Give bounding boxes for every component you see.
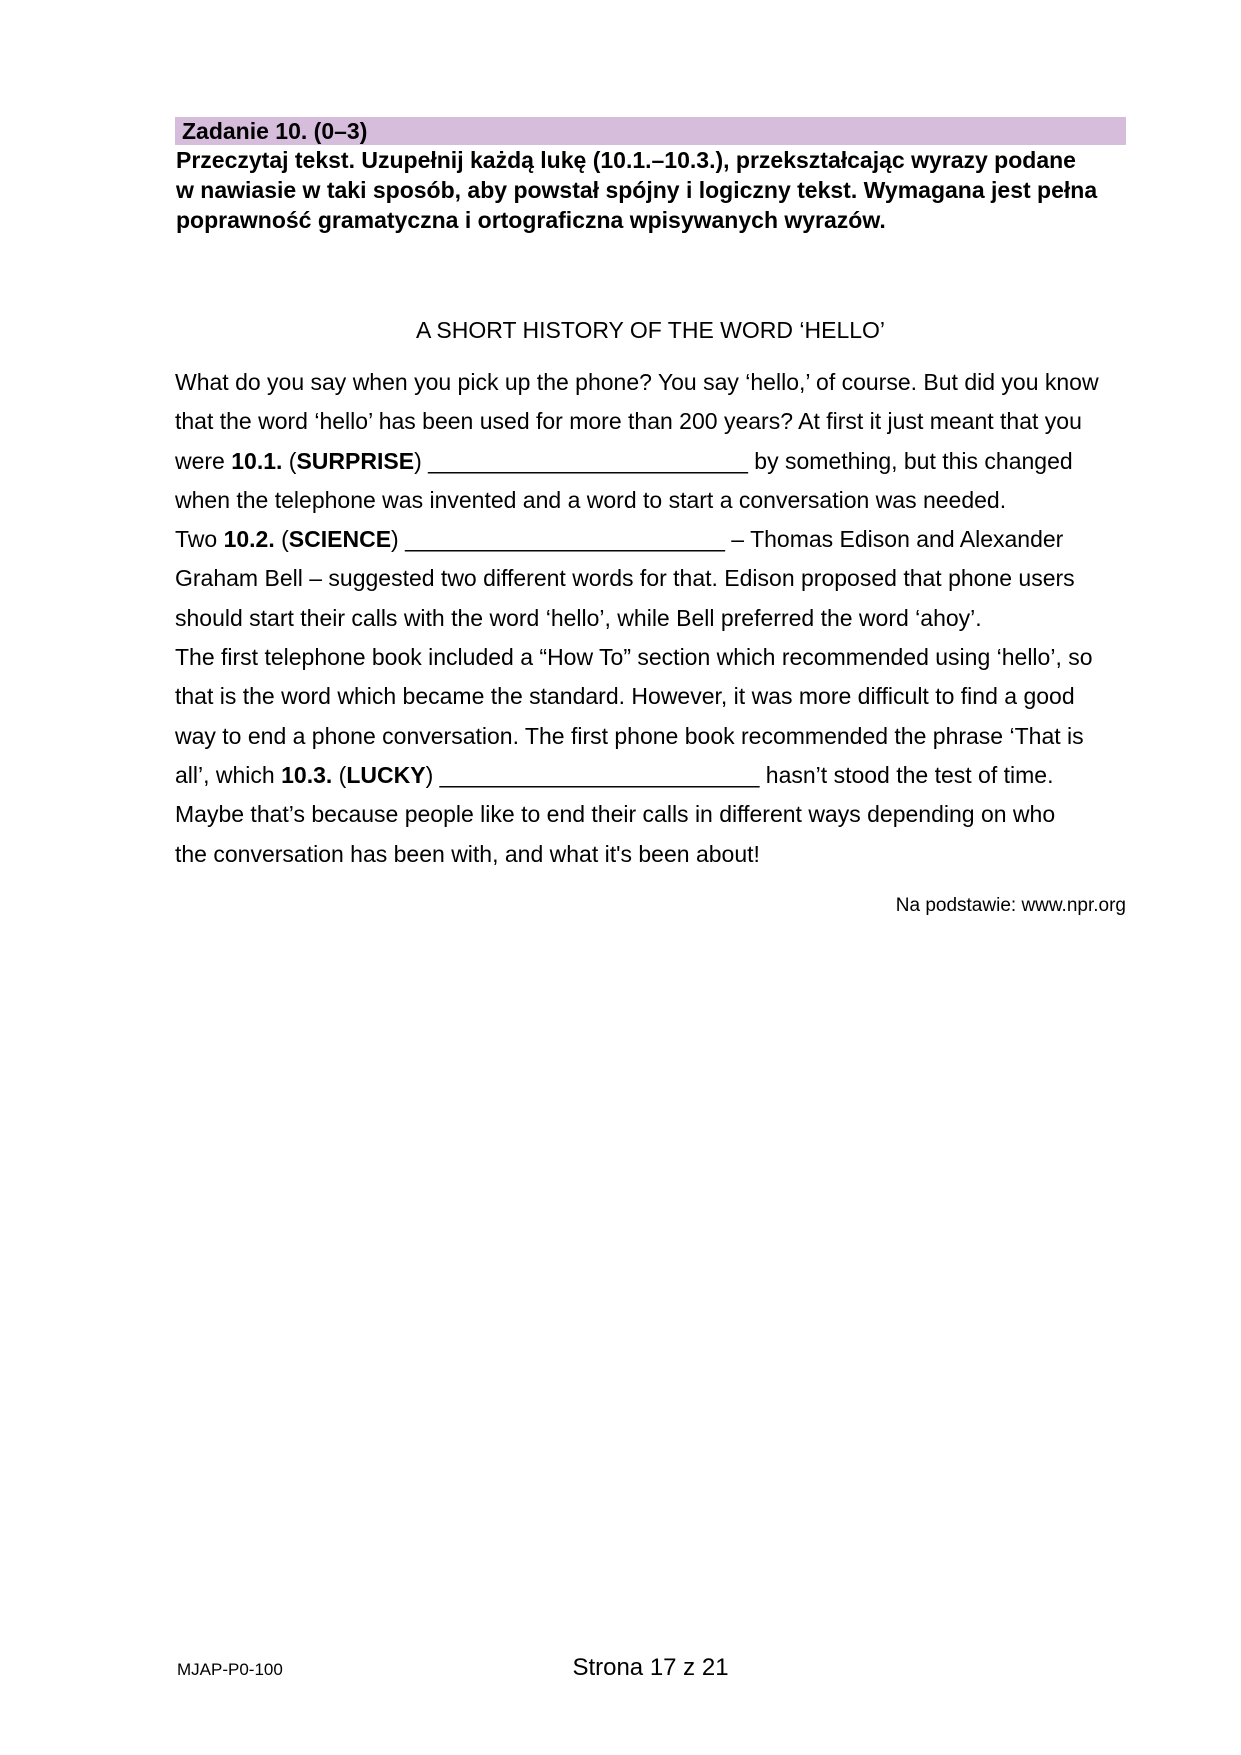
reading-line [175, 481, 1185, 520]
text: the conversation has been with, and what it's been about! [175, 840, 760, 867]
reading-line [175, 559, 1185, 598]
bold-text: SCIENCE [288, 526, 392, 553]
answer-blank-10-1: _________________________ [428, 447, 748, 474]
bold-text: 10.3. [281, 761, 333, 788]
source-attribution: Na podstawie: www.npr.org [895, 895, 1126, 916]
exam-sheet-code: MJAP-P0-100 [177, 1660, 283, 1679]
reading-passage [175, 363, 1185, 874]
task-instructions [176, 145, 1176, 235]
text: all’, which [175, 761, 282, 788]
reading-line [175, 756, 1185, 795]
page-number: Strona 17 z 21 [572, 1654, 729, 1681]
bold-text: 10.2. [223, 526, 275, 553]
reading-line [175, 599, 1185, 638]
text: that is the word which became the standard. However, it was more difficult to find a good [175, 683, 1075, 710]
text: – Thomas Edison and Alexander [724, 526, 1064, 553]
text: ) [414, 447, 429, 474]
reading-line [175, 520, 1185, 559]
text: way to end a phone conversation. The first phone book recommended the phrase ‘That is [175, 722, 1084, 749]
reading-line [175, 442, 1185, 481]
reading-line [175, 363, 1185, 402]
text: when the telephone was invented and a word to start a conversation was needed. [175, 486, 1007, 513]
text: Two [175, 526, 224, 553]
reading-line [175, 402, 1185, 441]
instruction-line: poprawność gramatyczna i ortograficzna wpisywanych wyrazów. [176, 207, 886, 233]
bold-text: 10.1. [231, 447, 283, 474]
instruction-line: w nawiasie w taki sposób, aby powstał spójny i logiczny tekst. Wymagana jest pełna [176, 177, 1098, 203]
text: by something, but this changed [747, 447, 1073, 474]
text: ) [391, 526, 406, 553]
text: Graham Bell – suggested two different words for that. Edison proposed that phone users [175, 565, 1075, 592]
text: that the word ‘hello’ has been used for more than 200 years? At first it just meant that you [175, 408, 1082, 435]
text: The first telephone book included a “How To” section which recommended using ‘hello’, so [175, 644, 1093, 671]
bold-text: SURPRISE [296, 447, 415, 474]
text: Maybe that’s because people like to end their calls in different ways depending on who [175, 801, 1056, 828]
reading-line [175, 795, 1185, 834]
reading-title: A SHORT HISTORY OF THE WORD ‘HELLO’ [415, 317, 886, 343]
text: were [175, 447, 232, 474]
answer-blank-10-3: _________________________ [439, 761, 760, 788]
reading-line [175, 677, 1185, 716]
bold-text: LUCKY [346, 761, 426, 788]
text: hasn’t stood the test of time. [759, 761, 1054, 788]
text: What do you say when you pick up the phone? You say ‘hello,’ of course. But did you know [175, 369, 1099, 395]
answer-blank-10-2: _________________________ [405, 526, 725, 553]
reading-line [175, 835, 1185, 874]
instruction-line: Przeczytaj tekst. Uzupełnij każdą lukę (10.1.–10.3.), przekształcając wyrazy podane [176, 147, 1076, 173]
text: ( [282, 447, 297, 474]
reading-line [175, 638, 1185, 677]
text: should start their calls with the word ‘hello’, while Bell preferred the word ‘ahoy’. [175, 604, 982, 631]
task-header-bar: Zadanie 10. (0–3) [175, 117, 1126, 145]
text: ( [332, 761, 347, 788]
text: ( [274, 526, 289, 553]
reading-line [175, 717, 1185, 756]
text: ) [425, 761, 440, 788]
